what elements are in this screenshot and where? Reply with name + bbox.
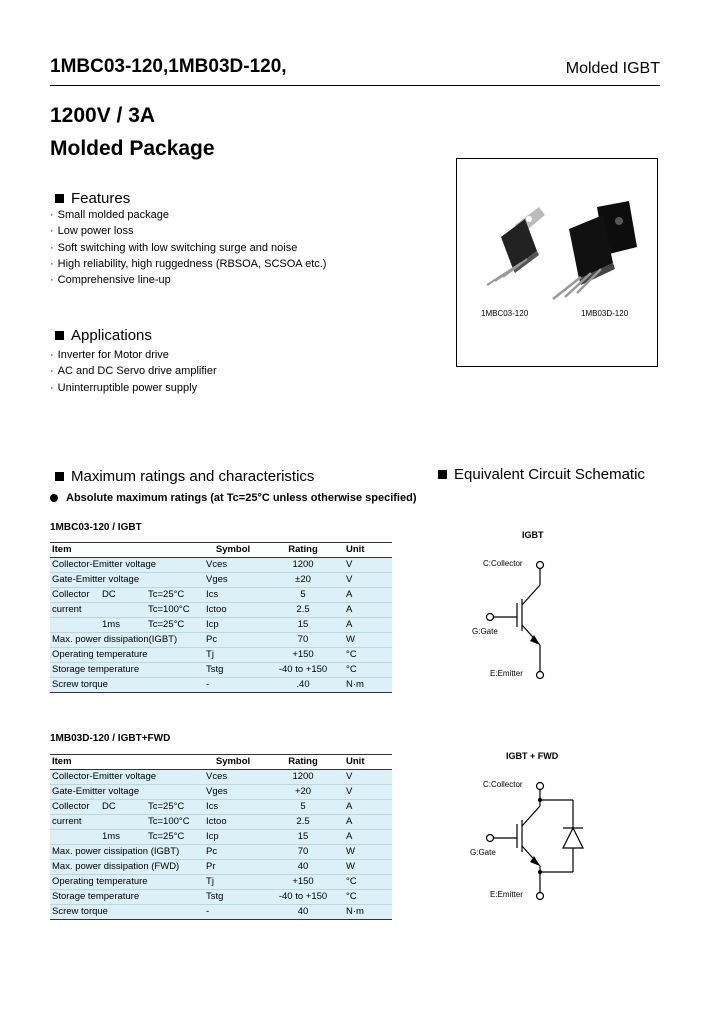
collector-label: C:Collector [483,780,523,789]
circuit-heading: Equivalent Circuit Schematic [438,466,645,483]
product-photo-frame [456,158,658,367]
package-to220-image [487,207,545,285]
table-row: Gate-Emitter voltage Vges +20 V [50,785,392,800]
table-row: Max. power dissipation(IGBT) Pc 70 W [50,633,392,648]
gate-label: G:Gate [470,848,496,857]
list-item: · AC and DC Servo drive amplifier [50,363,217,379]
table-row: 1ms Tc=25°C Icp 15 A [50,618,392,633]
list-item: · Inverter for Motor drive [50,347,217,363]
table-row: Collector-Emitter voltage Vces 1200 V [50,558,392,573]
table1-title: 1MBC03-120 / IGBT [50,522,142,533]
square-bullet-icon [438,470,447,479]
package-title: Molded Package [50,137,215,160]
table-row: Operating temperature Tj +150 °C [50,875,392,890]
list-item: · Uninterruptible power supply [50,380,217,396]
features-list [50,207,326,288]
table-row: Max. power cissipation (IGBT) Pc 70 W [50,845,392,860]
list-item: · Soft switching with low switching surge and noise [50,240,326,256]
table-row: Storage temperature Tstg -40 to +150 °C [50,663,392,678]
table-row: current Tc=100°C Ictoo 2.5 A [50,603,392,618]
table1-ratings [50,542,392,693]
table-row: Max. power dissipation (FWD) Pr 40 W [50,860,392,875]
table-row: Operating temperature Tj +150 °C [50,648,392,663]
absolute-ratings-note: Absolute maximum ratings (at Tc=25°C unless otherwise specified) [50,492,417,504]
table-row: Gate-Emitter voltage Vges ±20 V [50,573,392,588]
table-row: Storage temperature Tstg -40 to +150 °C [50,890,392,905]
square-bullet-icon [55,194,64,203]
table-row: Screw torque - 40 N·m [50,905,392,920]
table-row: Collector DC Tc=25°C Ics 5 A [50,800,392,815]
table-row: Collector-Emitter voltage Vces 1200 V [50,770,392,785]
list-item: · Comprehensive line-up [50,272,326,288]
table-row: Screw torque - .40 N·m [50,678,392,693]
table2-title: 1MB03D-120 / IGBT+FWD [50,733,171,744]
table2-ratings [50,754,392,920]
product-photo [457,159,657,366]
photo-caption-left: 1MBC03-120 [481,309,529,318]
circuit-igbt-fwd-title: IGBT + FWD [506,751,559,761]
list-item: · Low power loss [50,223,326,239]
circuit-igbt-title: IGBT [522,530,544,540]
package-to3p-image [553,201,637,299]
emitter-label: E:Emitter [490,669,523,678]
part-numbers-title: 1MBC03-120,1MB03D-120, [50,56,287,77]
list-item: · Small molded package [50,207,326,223]
applications-list [50,347,217,396]
emitter-label: E:Emitter [490,890,523,899]
product-type-label: Molded IGBT [565,60,660,77]
rating-title: 1200V / 3A [50,104,156,127]
applications-heading: Applications [55,327,152,344]
diode-icon [563,828,583,848]
max-ratings-heading: Maximum ratings and characteristics [55,468,314,485]
table-header-row: Item Symbol Rating Unit [50,755,392,770]
list-item: · High reliability, high ruggedness (RBSOA, SCSOA etc.) [50,256,326,272]
collector-label: C:Collector [483,559,523,568]
igbt-schematic [460,555,570,685]
table-row: current Tc=100°C Ictoo 2.5 A [50,815,392,830]
table-header-row: Item Symbol Rating Unit [50,543,392,558]
features-heading: Features [55,190,130,207]
header-divider [50,85,660,86]
square-bullet-icon [55,472,64,481]
table-row: 1ms Tc=25°C Icp 15 A [50,830,392,845]
round-bullet-icon [50,494,58,502]
gate-label: G:Gate [472,627,498,636]
igbt-fwd-schematic [460,776,600,906]
square-bullet-icon [55,331,64,340]
photo-caption-right: 1MB03D-120 [581,309,629,318]
table-row: Collector DC Tc=25°C Ics 5 A [50,588,392,603]
